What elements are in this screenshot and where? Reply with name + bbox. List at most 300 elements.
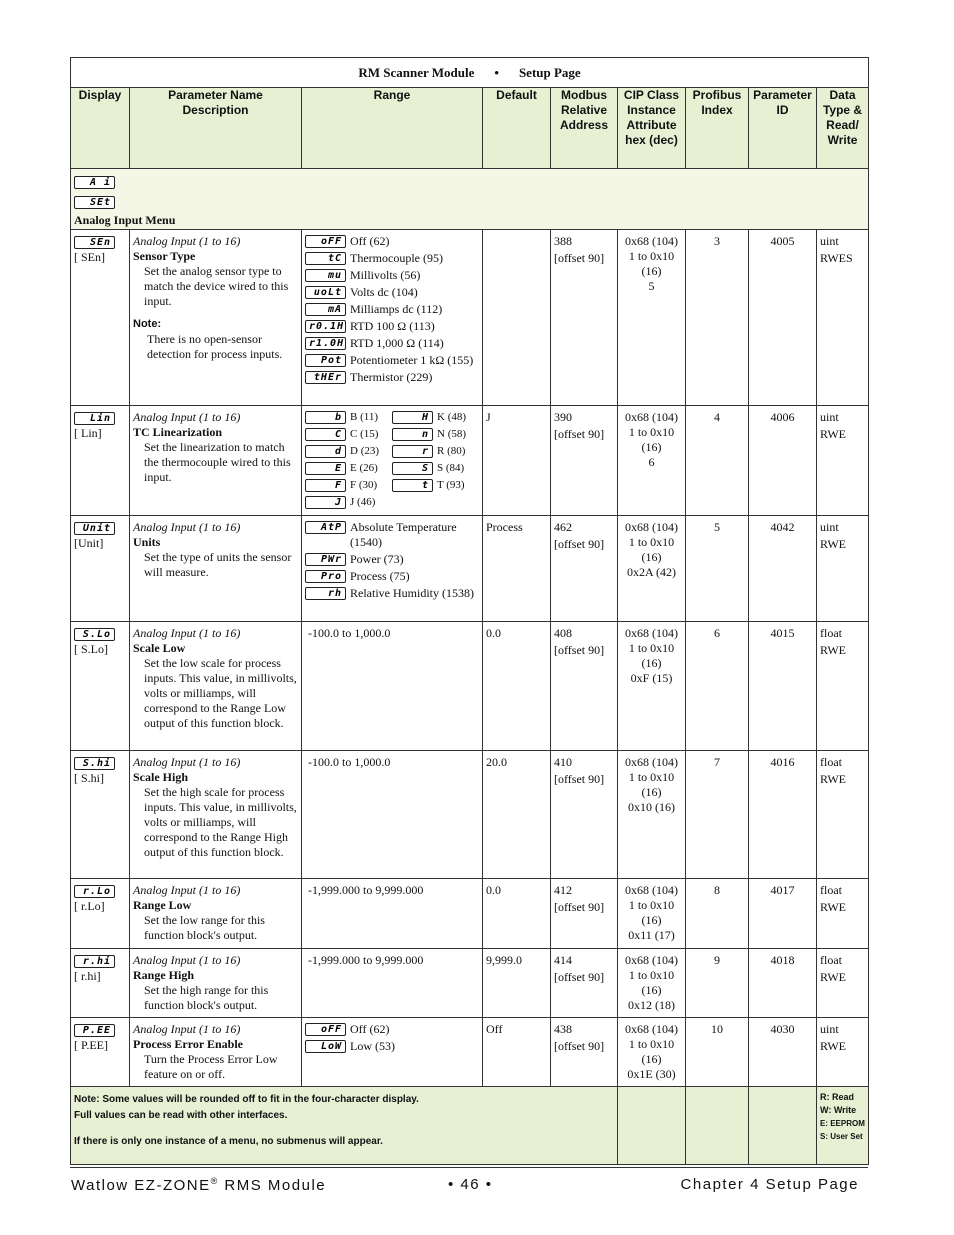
display-lcd: SEn — [74, 236, 115, 249]
footer-divider — [70, 1167, 868, 1168]
range-lcd: S — [392, 462, 433, 475]
param-description: Set the linearization to match the thermocouple wired to this input. — [144, 440, 291, 484]
cip-instance-dec: (16) — [641, 264, 662, 278]
range-lcd: tC — [305, 252, 346, 265]
default-cell: Process — [483, 516, 551, 622]
data-type: uint — [820, 520, 839, 534]
cip-attribute: 0x1E (30) — [627, 1067, 676, 1081]
legend-cell — [817, 1087, 869, 1165]
range-option — [305, 410, 392, 425]
setup-page-table — [70, 57, 869, 1165]
profibus-cell: 3 — [686, 230, 749, 406]
data-type-cell — [817, 879, 869, 949]
modbus-address: 388 — [554, 234, 572, 248]
modbus-offset: [offset 90] — [554, 427, 605, 441]
range-option — [305, 370, 479, 385]
range-option-label: N (58) — [437, 428, 467, 440]
range-option-label: RTD 100 Ω (113) — [350, 319, 435, 333]
range-option-label: E (26) — [350, 462, 378, 474]
range-lcd: rh — [305, 587, 346, 600]
range-option-label: Absolute Temperature (1540) — [350, 520, 457, 549]
default-cell: 9,999.0 — [483, 949, 551, 1018]
range-lcd: Pro — [305, 570, 346, 583]
range-option — [305, 461, 392, 476]
cip-instance: 1 to 0x10 — [628, 641, 675, 655]
range-cell — [302, 751, 483, 879]
range-option-label: Low (53) — [350, 1039, 395, 1053]
range-option-label: Off (62) — [350, 234, 390, 248]
cip-class: 0x68 (104) — [625, 520, 678, 534]
modbus-offset: [offset 90] — [554, 643, 605, 657]
range-lcd: d — [305, 445, 346, 458]
range-option-label: Thermocouple (95) — [350, 251, 443, 265]
display-cell — [71, 516, 130, 622]
param-instance: Analog Input (1 to 16) — [133, 520, 241, 534]
cip-class: 0x68 (104) — [625, 755, 678, 769]
cip-instance-dec: (16) — [641, 785, 662, 799]
parameter-id-cell: 4018 — [749, 949, 817, 1018]
header-parameter-id: Parameter ID — [749, 88, 817, 169]
footer-module: RMS Module — [218, 1177, 327, 1194]
profibus-cell: 5 — [686, 516, 749, 622]
display-cell — [71, 949, 130, 1018]
display-code: [ Lin] — [74, 426, 102, 440]
modbus-address: 462 — [554, 520, 572, 534]
modbus-offset: [offset 90] — [554, 970, 605, 984]
range-lcd: mA — [305, 303, 346, 316]
modbus-offset: [offset 90] — [554, 537, 605, 551]
table-row — [71, 622, 869, 751]
range-option — [305, 1039, 479, 1054]
range-option — [305, 427, 392, 442]
read-write: RWE — [820, 900, 846, 914]
data-type-cell — [817, 406, 869, 516]
range-option-label: Milliamps dc (112) — [350, 302, 443, 316]
range-lcd: mu — [305, 269, 346, 282]
param-description: Turn the Process Error Low feature on or off. — [144, 1052, 278, 1081]
range-option-label: Power (73) — [350, 552, 404, 566]
param-name: Range High — [133, 968, 195, 982]
footer-left — [71, 1176, 326, 1194]
profibus-cell: 10 — [686, 1018, 749, 1087]
footer-product: Watlow EZ-ZONE — [71, 1177, 211, 1194]
range-option — [305, 444, 392, 459]
modbus-address: 390 — [554, 410, 572, 424]
legend-read: R: Read — [820, 1092, 855, 1102]
range-option-label: R (80) — [437, 445, 466, 457]
read-write: RWES — [820, 251, 853, 265]
display-lcd: S.hi — [74, 757, 115, 770]
default-cell: Off — [483, 1018, 551, 1087]
parameter-cell — [130, 406, 302, 516]
cip-attribute: 0xF (15) — [630, 671, 673, 685]
read-write: RWE — [820, 537, 846, 551]
menu-lcd-set: SEt — [74, 196, 115, 209]
profibus-cell: 8 — [686, 879, 749, 949]
cip-cell — [618, 949, 686, 1018]
cip-instance-dec: (16) — [641, 656, 662, 670]
parameter-id-cell: 4005 — [749, 230, 817, 406]
data-type: float — [820, 883, 842, 897]
menu-lcd-ai: A i — [74, 176, 115, 189]
param-name: Process Error Enable — [133, 1037, 243, 1051]
menu-row — [71, 169, 869, 230]
cip-instance: 1 to 0x10 — [628, 770, 675, 784]
display-code: [ r.Lo] — [74, 899, 105, 913]
analog-input-menu — [71, 169, 869, 230]
parameter-id-cell: 4030 — [749, 1018, 817, 1087]
default-cell: 0.0 — [483, 622, 551, 751]
modbus-cell — [551, 230, 618, 406]
footer-right: Chapter 4 Setup Page — [680, 1176, 859, 1193]
modbus-cell — [551, 516, 618, 622]
cip-instance-dec: (16) — [641, 550, 662, 564]
header-default: Default — [483, 88, 551, 169]
display-lcd: P.EE — [74, 1024, 115, 1037]
header-profibus: Profibus Index — [686, 88, 749, 169]
param-name: Units — [133, 535, 161, 549]
param-name: Sensor Type — [133, 249, 196, 263]
parameter-cell — [130, 949, 302, 1018]
read-write: RWE — [820, 1039, 846, 1053]
range-lcd: AtP — [305, 521, 346, 534]
range-lcd: C — [305, 428, 346, 441]
range-text: -100.0 to 1,000.0 — [308, 755, 391, 769]
display-lcd: S.Lo — [74, 628, 115, 641]
range-cell — [302, 516, 483, 622]
read-write: RWE — [820, 643, 846, 657]
range-option — [305, 478, 392, 493]
data-type: float — [820, 755, 842, 769]
range-lcd: t — [392, 479, 433, 492]
param-description: Set the high range for this function block's output. — [144, 983, 269, 1012]
display-cell — [71, 751, 130, 879]
range-option — [305, 520, 479, 550]
default-cell — [483, 230, 551, 406]
cip-instance: 1 to 0x10 — [628, 898, 675, 912]
cip-cell — [618, 751, 686, 879]
range-option-label: Relative Humidity (1538) — [350, 586, 474, 600]
display-code: [ r.hi] — [74, 969, 101, 983]
modbus-cell — [551, 879, 618, 949]
data-type: uint — [820, 1022, 839, 1036]
range-lcd: tHEr — [305, 371, 346, 384]
param-instance: Analog Input (1 to 16) — [133, 1022, 241, 1036]
display-cell — [71, 230, 130, 406]
param-description: Set the type of units the sensor will measure. — [144, 550, 292, 579]
param-note-text: There is no open-sensor detection for process inputs. — [147, 332, 283, 361]
range-option — [305, 319, 479, 334]
range-lcd: r — [392, 445, 433, 458]
param-name: TC Linearization — [133, 425, 222, 439]
parameter-id-cell: 4042 — [749, 516, 817, 622]
header-modbus: Modbus Relative Address — [551, 88, 618, 169]
table-row — [71, 1018, 869, 1087]
range-lcd: oFF — [305, 1023, 346, 1036]
modbus-cell — [551, 751, 618, 879]
cip-attribute: 5 — [648, 279, 655, 293]
data-type-cell — [817, 516, 869, 622]
note-row — [71, 1087, 869, 1165]
range-lcd: F — [305, 479, 346, 492]
range-option — [392, 461, 482, 476]
param-description: Set the analog sensor type to match the device wired to this input. — [144, 264, 289, 308]
range-text: -1,999.000 to 9,999.000 — [308, 953, 424, 967]
cip-instance-dec: (16) — [641, 913, 662, 927]
modbus-cell — [551, 1018, 618, 1087]
range-lcd: r1.0H — [305, 337, 346, 350]
param-name: Range Low — [133, 898, 192, 912]
range-option-label: Thermistor (229) — [350, 370, 433, 384]
range-option — [305, 353, 479, 368]
table-row — [71, 230, 869, 406]
param-description: Set the low range for this function block's output. — [144, 913, 265, 942]
data-type: uint — [820, 234, 839, 248]
range-option — [392, 410, 482, 425]
cip-instance: 1 to 0x10 — [628, 1037, 675, 1051]
modbus-offset: [offset 90] — [554, 1039, 605, 1053]
display-cell — [71, 879, 130, 949]
param-name: Scale High — [133, 770, 189, 784]
range-option — [392, 427, 482, 442]
param-instance: Analog Input (1 to 16) — [133, 883, 241, 897]
range-option-label: J (46) — [350, 496, 376, 508]
modbus-offset: [offset 90] — [554, 900, 605, 914]
param-instance: Analog Input (1 to 16) — [133, 755, 241, 769]
table-row — [71, 949, 869, 1018]
parameter-cell — [130, 1018, 302, 1087]
range-lcd: r0.1H — [305, 320, 346, 333]
header-row — [71, 88, 869, 169]
range-lcd: LoW — [305, 1040, 346, 1053]
cip-instance-dec: (16) — [641, 440, 662, 454]
display-code: [ SEn] — [74, 250, 105, 264]
parameter-cell — [130, 230, 302, 406]
range-lcd: H — [392, 411, 433, 424]
read-write: RWE — [820, 772, 846, 786]
range-lcd: n — [392, 428, 433, 441]
range-option — [305, 586, 479, 601]
legend-eeprom: E: EEPROM — [820, 1119, 865, 1128]
range-option-label: RTD 1,000 Ω (114) — [350, 336, 444, 350]
cip-cell — [618, 1018, 686, 1087]
display-lcd: Unit — [74, 522, 115, 535]
display-cell — [71, 622, 130, 751]
cip-cell — [618, 230, 686, 406]
range-cell — [302, 230, 483, 406]
param-description: Set the high scale for process inputs. This value, in millivolts, volts or milliamps, will correspond to the Range High output of this function block. — [144, 785, 297, 859]
menu-title: Analog Input Menu — [74, 213, 176, 227]
range-lcd: J — [305, 496, 346, 509]
legend-write: W: Write — [820, 1105, 857, 1115]
modbus-cell — [551, 622, 618, 751]
note-line-2: Full values can be read with other interfaces. — [74, 1110, 288, 1121]
modbus-address: 412 — [554, 883, 572, 897]
parameter-id-cell: 4015 — [749, 622, 817, 751]
range-lcd: Pot — [305, 354, 346, 367]
header-range: Range — [302, 88, 483, 169]
default-cell: 20.0 — [483, 751, 551, 879]
cip-instance-dec: (16) — [641, 983, 662, 997]
range-cell — [302, 879, 483, 949]
table-row — [71, 751, 869, 879]
cip-instance: 1 to 0x10 — [628, 535, 675, 549]
profibus-cell: 6 — [686, 622, 749, 751]
range-option-label: K (48) — [437, 411, 467, 423]
cip-cell — [618, 879, 686, 949]
display-code: [ S.Lo] — [74, 642, 108, 656]
modbus-cell — [551, 406, 618, 516]
table-row — [71, 516, 869, 622]
display-code: [Unit] — [74, 536, 104, 550]
cip-attribute: 0x12 (18) — [628, 998, 675, 1012]
cip-class: 0x68 (104) — [625, 953, 678, 967]
range-lcd: uoLt — [305, 286, 346, 299]
header-display: Display — [71, 88, 130, 169]
display-code: [ P.EE] — [74, 1038, 108, 1052]
cip-attribute: 0x2A (42) — [627, 565, 676, 579]
display-cell — [71, 406, 130, 516]
display-lcd: Lin — [74, 412, 115, 425]
data-type-cell — [817, 751, 869, 879]
cip-cell — [618, 622, 686, 751]
cip-attribute: 0x11 (17) — [628, 928, 675, 942]
range-option-label: T (93) — [437, 479, 465, 491]
param-note-label: Note: — [133, 318, 162, 330]
note-empty-1 — [618, 1087, 686, 1165]
data-type: float — [820, 626, 842, 640]
range-lcd: oFF — [305, 235, 346, 248]
table-row — [71, 879, 869, 949]
parameter-cell — [130, 751, 302, 879]
header-cip: CIP Class Instance Attribute hex (dec) — [618, 88, 686, 169]
note-empty-3 — [749, 1087, 817, 1165]
modbus-offset: [offset 90] — [554, 772, 605, 786]
display-lcd: r.hi — [74, 955, 115, 968]
range-lcd: b — [305, 411, 346, 424]
range-option-label: B (11) — [350, 411, 379, 423]
parameter-id-cell: 4006 — [749, 406, 817, 516]
parameter-cell — [130, 622, 302, 751]
data-type-cell — [817, 622, 869, 751]
title-page: Setup Page — [518, 64, 581, 80]
note-empty-2 — [686, 1087, 749, 1165]
note-line-1: Note: Some values will be rounded off to fit in the four-character display. — [74, 1094, 419, 1105]
profibus-cell: 7 — [686, 751, 749, 879]
profibus-cell: 4 — [686, 406, 749, 516]
range-option — [305, 495, 392, 510]
data-type: uint — [820, 410, 839, 424]
param-instance: Analog Input (1 to 16) — [133, 953, 241, 967]
param-name: Scale Low — [133, 641, 186, 655]
range-option — [305, 234, 479, 249]
range-option — [392, 478, 482, 493]
param-instance: Analog Input (1 to 16) — [133, 234, 241, 248]
range-lcd: E — [305, 462, 346, 475]
note-cell — [71, 1087, 618, 1165]
range-option — [305, 268, 479, 283]
table-row — [71, 406, 869, 516]
range-option-label: Off (62) — [350, 1022, 390, 1036]
range-option-label: C (15) — [350, 428, 379, 440]
parameter-id-cell: 4016 — [749, 751, 817, 879]
range-option — [305, 336, 479, 351]
data-type: float — [820, 953, 842, 967]
param-instance: Analog Input (1 to 16) — [133, 410, 241, 424]
modbus-address: 414 — [554, 953, 572, 967]
param-description: Set the low scale for process inputs. This value, in millivolts, volts or milliamps, will correspond to the Range Low output of this function block. — [144, 656, 297, 730]
default-cell: J — [483, 406, 551, 516]
modbus-address: 410 — [554, 755, 572, 769]
default-cell: 0.0 — [483, 879, 551, 949]
range-option — [305, 1022, 479, 1037]
range-option — [305, 251, 479, 266]
display-code: [ S.hi] — [74, 771, 104, 785]
modbus-address: 438 — [554, 1022, 572, 1036]
modbus-cell — [551, 949, 618, 1018]
cip-instance-dec: (16) — [641, 1052, 662, 1066]
display-lcd: r.Lo — [74, 885, 115, 898]
cip-attribute: 0x10 (16) — [628, 800, 675, 814]
footer-registered: ® — [210, 1176, 219, 1186]
cip-class: 0x68 (104) — [625, 626, 678, 640]
cip-attribute: 6 — [648, 455, 655, 469]
cip-class: 0x68 (104) — [625, 1022, 678, 1036]
param-instance: Analog Input (1 to 16) — [133, 626, 241, 640]
range-option-label: Millivolts (56) — [350, 268, 421, 282]
range-option-label: S (84) — [437, 462, 465, 474]
display-cell — [71, 1018, 130, 1087]
legend-user-set: S: User Set — [820, 1132, 863, 1141]
table-title — [71, 58, 869, 88]
parameter-cell — [130, 879, 302, 949]
modbus-offset: [offset 90] — [554, 251, 605, 265]
cip-class: 0x68 (104) — [625, 883, 678, 897]
data-type-cell — [817, 230, 869, 406]
profibus-cell: 9 — [686, 949, 749, 1018]
range-cell — [302, 949, 483, 1018]
cip-instance: 1 to 0x10 — [628, 249, 675, 263]
range-option-label: Potentiometer 1 kΩ (155) — [350, 353, 474, 367]
cip-class: 0x68 (104) — [625, 234, 678, 248]
range-option-label: F (30) — [350, 479, 378, 491]
footer-page-number: • 46 • — [448, 1176, 493, 1193]
cip-cell — [618, 516, 686, 622]
range-option-label: Volts dc (104) — [350, 285, 418, 299]
cip-instance: 1 to 0x10 — [628, 968, 675, 982]
parameter-cell — [130, 516, 302, 622]
range-option-label: Process (75) — [350, 569, 410, 583]
read-write: RWE — [820, 427, 846, 441]
header-data-type: Data Type & Read/ Write — [817, 88, 869, 169]
range-cell — [302, 406, 483, 516]
title-bullet: • — [494, 64, 499, 80]
data-type-cell — [817, 1018, 869, 1087]
data-type-cell — [817, 949, 869, 1018]
range-option — [305, 552, 479, 567]
range-option — [305, 302, 479, 317]
range-option — [392, 444, 482, 459]
range-option — [305, 285, 479, 300]
cip-cell — [618, 406, 686, 516]
range-cell — [302, 622, 483, 751]
header-parameter: Parameter Name Description — [130, 88, 302, 169]
range-text: -1,999.000 to 9,999.000 — [308, 883, 424, 897]
cip-instance: 1 to 0x10 — [628, 425, 675, 439]
range-option-label: D (23) — [350, 445, 380, 457]
parameter-id-cell: 4017 — [749, 879, 817, 949]
cip-class: 0x68 (104) — [625, 410, 678, 424]
